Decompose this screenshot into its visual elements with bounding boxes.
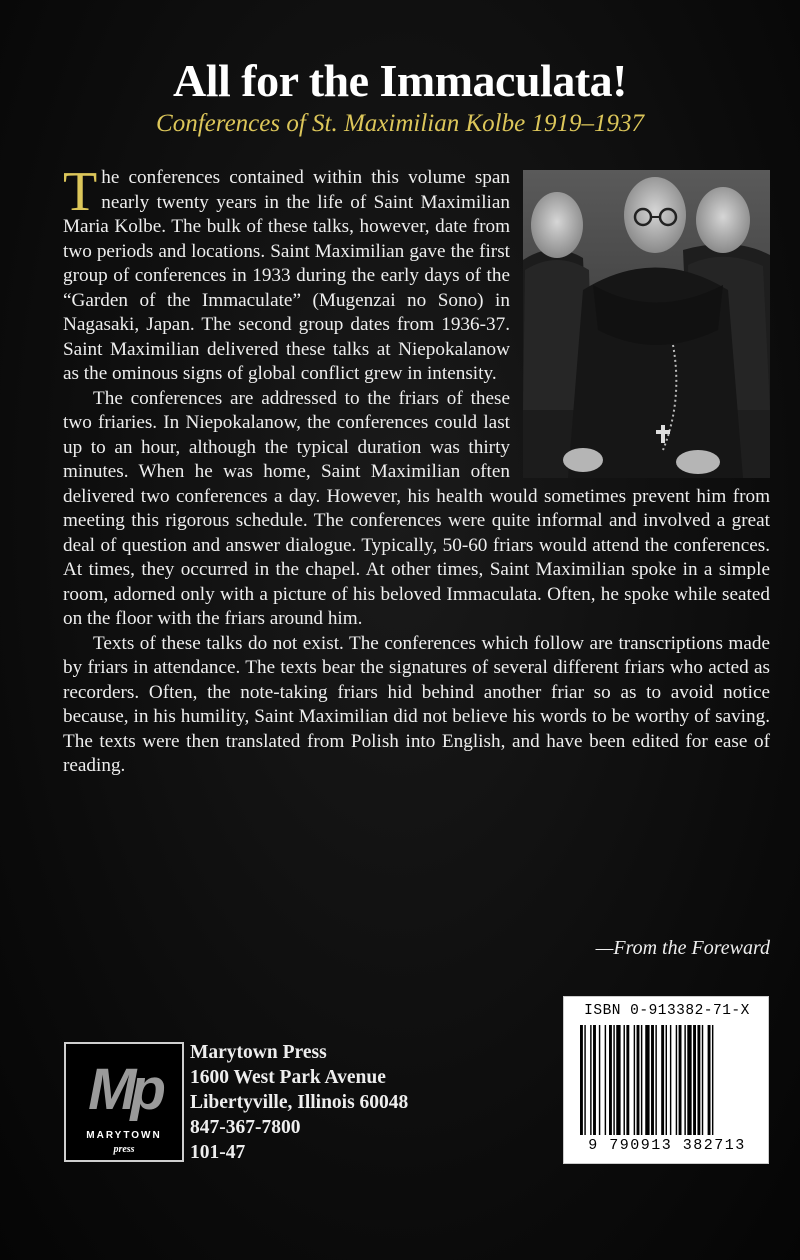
publisher-name: Marytown Press <box>190 1042 327 1063</box>
paragraph-3: Texts of these talks do not exist. The conferences which follow are transcriptions made by friars in attendance. The texts bear the signatures of several different friars who acted as recorders. Often, the note-taking friars hid behind another friar so as to avoid notice because, in his humility, Saint Maximilian did not believe his words to be worthy of saving. The texts were then translated from Polish into English, and have been edited for ease of reading. <box>63 632 770 776</box>
isbn-barcode <box>563 996 769 1164</box>
attribution: —From the Foreward <box>595 937 770 959</box>
foreword-excerpt <box>63 161 770 779</box>
book-title: All for the Immaculata! <box>173 55 627 106</box>
barcode-bars <box>580 1025 754 1135</box>
publisher-street: 1600 West Park Avenue <box>190 1067 386 1088</box>
isbn-label: ISBN 0-913382-71-X <box>584 1003 750 1019</box>
marytown-press-logo: Mp MARYTOWN press <box>64 1042 184 1162</box>
barcode-number: 9 790913 382713 <box>588 1137 746 1154</box>
book-subtitle: Conferences of St. Maximilian Kolbe 1919–1937 <box>156 110 644 137</box>
drop-cap: T <box>63 161 98 223</box>
paragraph-2: The conferences are addressed to the friars of these two friaries. In Niepokalanow, the conferences could last up to an hour, although the typical duration was thirty minutes. When he was home, Saint Maximilian often delivered two conferences a day. However, his health would sometimes prevent him from meeting this rigorous schedule. The conferences were quite informal and involved a great deal of question and answer dialogue. Typically, 50-60 friars would attend the conferences. At times, they occurred in the chapel. At other times, Saint Maximilian spoke in a simple room, adorned only with a picture of his beloved Immaculata. Often, he spoke while seated on the floor with the friars around him. <box>63 387 770 629</box>
publisher-city: Libertyville, Illinois 60048 <box>190 1092 409 1113</box>
publisher-phone: 847-367-7800 <box>190 1117 301 1138</box>
paragraph-1: The conferences contained within this volume span nearly twenty years in the life of Saint Maximilian Maria Kolbe. The bulk of these talks, however, date from two periods and locations. Saint Maximilian gave the first group of conferences in 1933 during the early days of the “Garden of the Immaculate” (Mugenzai no Sono) in Nagasaki, Japan. The second group dates from 1936-37. Saint Maximilian delivered these talks at Niepokalanow as the ominous signs of global conflict grew in intensity. <box>63 161 510 384</box>
publisher-code: 101-47 <box>190 1142 246 1163</box>
publisher-address <box>190 1040 408 1165</box>
